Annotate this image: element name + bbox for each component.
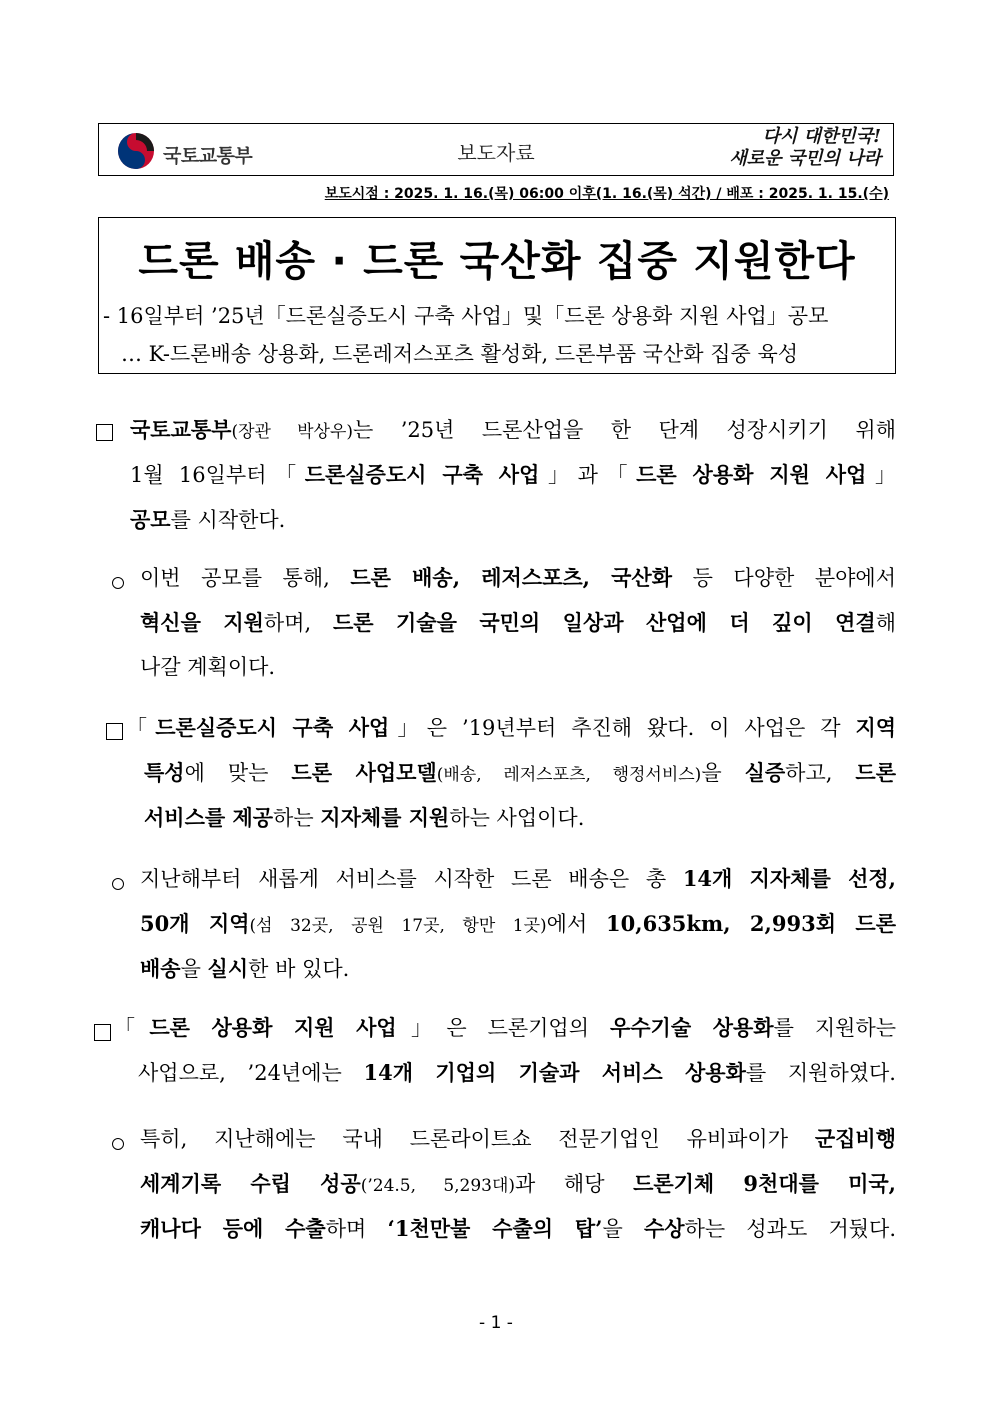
paragraph-line: 이번 공모를 통해, 드론 배송, 레저스포츠, 국산화 등 다양한 분야에서: [140, 565, 896, 590]
paragraph-line: 「드론 상용화 지원 사업」은 드론기업의 우수기술 상용화를 지원하는: [114, 1015, 897, 1040]
paragraph-line: 공모를 시작한다.: [130, 507, 286, 532]
square-bullet-icon: [96, 419, 113, 443]
circle-bullet-icon: [112, 870, 124, 894]
paragraph-3: [126, 705, 896, 840]
paragraph-line: 「드론실증도시 구축 사업」은 ’19년부터 추진해 왔다. 이 사업은 각 지역: [126, 715, 897, 740]
slogan-line-1: 다시 대한민국!: [762, 126, 881, 147]
paragraph-5: [114, 1005, 896, 1095]
paragraph-line: 배송을 실시한 바 있다.: [140, 956, 350, 981]
paragraph-line: 특히, 지난해에는 국내 드론라이트쇼 전문기업인 유비파이가 군집비행: [140, 1126, 896, 1151]
paragraph-line: 특성에 맞는 드론 사업모델(배송, 레저스포츠, 행정서비스)을 실증하고, 드론: [144, 760, 896, 785]
page-title: 드론 배송 · 드론 국산화 집중 지원한다: [138, 237, 856, 285]
release-info: 보도시점 : 2025. 1. 16.(목) 06:00 이후(1. 16.(목) 석간) / 배포 : 2025. 1. 15.(수): [324, 186, 889, 202]
subtitle-1: - 16일부터 ’25년「드론실증도시 구축 사업」및「드론 상용화 지원 사업」공모: [103, 304, 829, 328]
paragraph-1: [130, 407, 896, 542]
subtitle-2: … K-드론배송 상용화, 드론레저스포츠 활성화, 드론부품 국산화 집중 육성: [121, 342, 799, 366]
title-box: [98, 217, 896, 374]
document-type: 보도자료: [457, 141, 535, 165]
paragraph-line: 1월 16일부터「드론실증도시 구축 사업」과「드론 상용화 지원 사업」: [130, 462, 896, 487]
paragraph-line: 50개 지역(섬 32곳, 공원 17곳, 항만 1곳)에서 10,635km, 2,993회 드론: [140, 911, 896, 936]
paragraph-4: [140, 856, 896, 991]
square-bullet-icon: [106, 718, 123, 742]
paragraph-line: 세계기록 수립 성공(’24.5, 5,293대)과 해당 드론기체 9천대를 미국,: [140, 1171, 896, 1196]
paragraph-line: 서비스를 제공하는 지자체를 지원하는 사업이다.: [144, 805, 585, 830]
paragraph-line: 국토교통부(장관 박상우)는 ’25년 드론산업을 한 단계 성장시키기 위해: [130, 417, 896, 442]
paragraph-line: 캐나다 등에 수출하며 ‘1천만불 수출의 탑’을 수상하는 성과도 거뒀다.: [140, 1216, 897, 1241]
slogan: [701, 126, 881, 174]
paragraph-line: 혁신을 지원하며, 드론 기술을 국민의 일상과 산업에 더 깊이 연결해: [140, 610, 896, 635]
paragraph-line: 나갈 계획이다.: [140, 655, 276, 679]
press-release-header: [98, 123, 894, 176]
circle-bullet-icon: [112, 569, 124, 593]
paragraph-line: 지난해부터 새롭게 서비스를 시작한 드론 배송은 총 14개 지자체를 선정,: [140, 866, 896, 891]
paragraph-2: [140, 555, 896, 690]
paragraph-6: [140, 1116, 896, 1251]
circle-bullet-icon: [112, 1130, 124, 1154]
square-bullet-icon: [94, 1019, 111, 1043]
slogan-line-2: 새로운 국민의 나라: [729, 148, 881, 169]
paragraph-line: 사업으로, ’24년에는 14개 기업의 기술과 서비스 상용화를 지원하였다.: [138, 1060, 896, 1085]
ministry-name: 국토교통부: [163, 145, 253, 167]
page-number: - 1 -: [479, 1313, 513, 1333]
